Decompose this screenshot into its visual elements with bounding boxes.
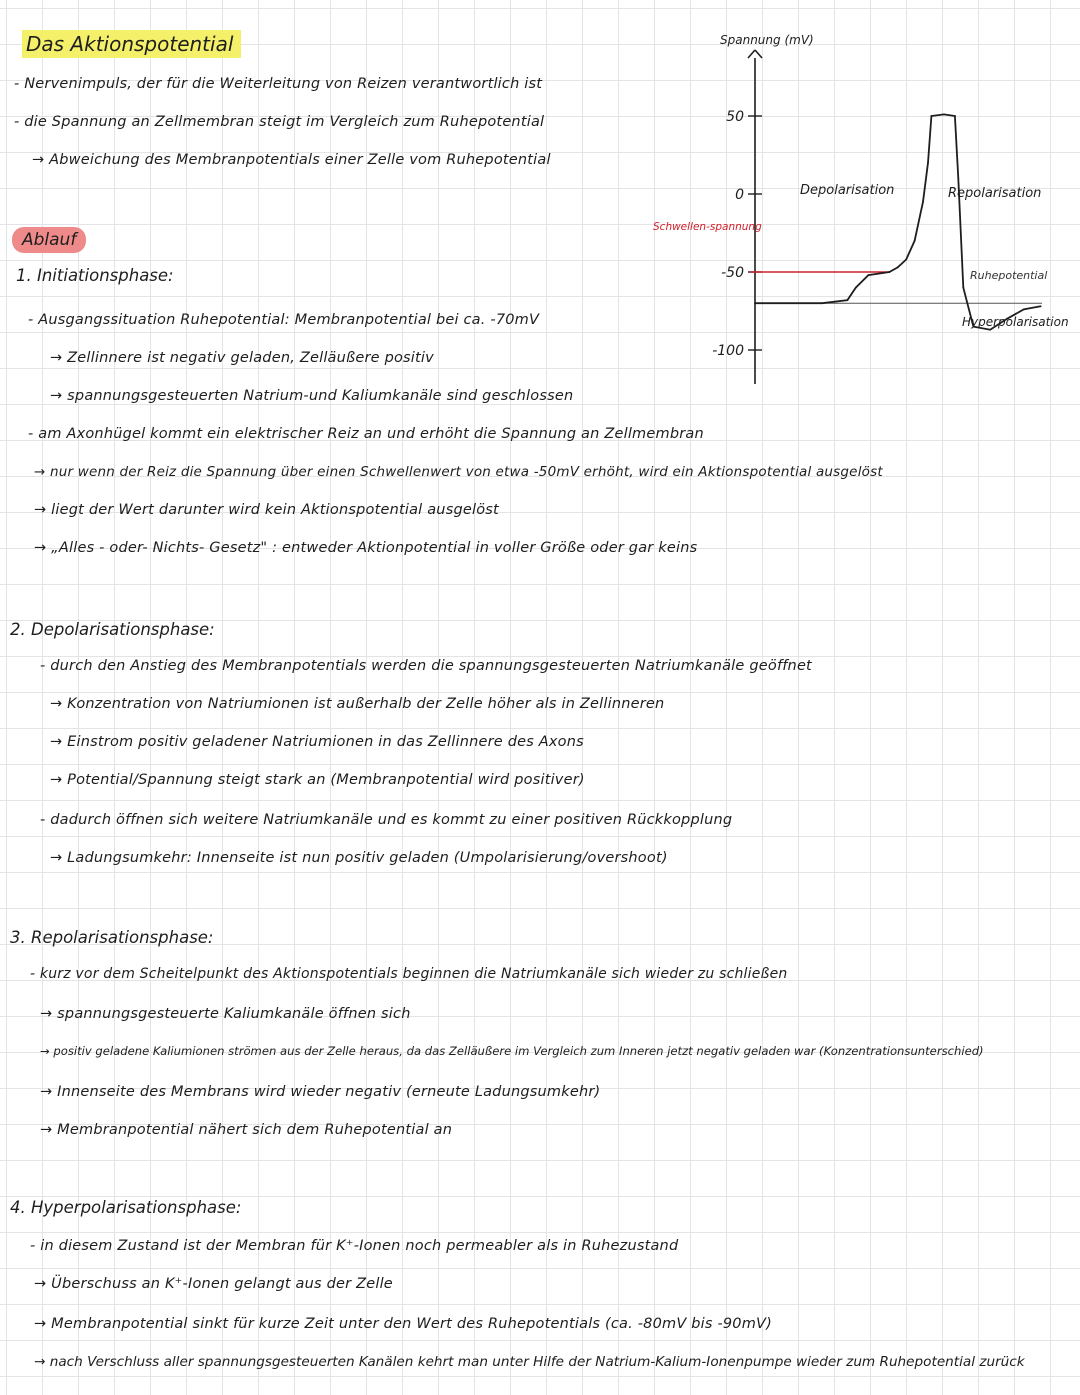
phase4-heading: 4. Hyperpolarisationsphase: <box>10 1198 242 1217</box>
y-tick-label: -50 <box>721 265 744 281</box>
series-line <box>755 114 1041 329</box>
phase2-line: → Potential/Spannung steigt stark an (Membranpotential wird positiver) <box>50 772 585 788</box>
data-point <box>927 162 929 164</box>
annotation-depolarisation: Depolarisation <box>800 183 895 198</box>
data-point <box>889 271 891 273</box>
phase3-line: → Innenseite des Membrans wird wieder negativ (erneute Ladungsumkehr) <box>40 1084 601 1100</box>
data-point <box>905 259 907 261</box>
phase2-line: → Ladungsumkehr: Innenseite ist nun positiv geladen (Umpolarisierung/overshoot) <box>50 850 668 866</box>
phase1-line: → „Alles - oder- Nichts- Gesetz" : entweder Aktionpotential in voller Größe oder gar keins <box>34 540 698 556</box>
data-point <box>922 201 924 203</box>
phase3-line: → Membranpotential nähert sich dem Ruhepotential an <box>40 1122 453 1138</box>
data-point <box>855 287 857 289</box>
y-axis-arrow <box>748 50 755 58</box>
phase3-heading: 3. Repolarisationsphase: <box>10 928 214 947</box>
phase3-line: → positiv geladene Kaliumionen strömen aus der Zelle heraus, da das Zelläußere im Vergleich zum Inneren jetzt negativ geladen war (Konzentrationsunterschied) <box>40 1044 984 1058</box>
phase2-line: - dadurch öffnen sich weitere Natriumkanäle und es kommt zu einer positiven Rückkopplung <box>40 812 733 828</box>
phase2-line: → Einstrom positiv geladener Natriumionen in das Zellinnere des Axons <box>50 734 584 750</box>
y-axis-arrow <box>755 50 762 58</box>
phase1-line: → spannungsgesteuerten Natrium-und Kaliumkanäle sind geschlossen <box>50 388 574 404</box>
y-tick-label: 0 <box>735 187 744 203</box>
y-axis-label: Spannung (mV) <box>720 33 814 47</box>
data-point <box>1040 305 1042 307</box>
threshold-label: Schwellen-spannung <box>653 221 762 233</box>
data-point <box>847 299 849 301</box>
ablauf-badge: Ablauf <box>12 227 86 253</box>
data-point <box>954 115 956 117</box>
phase1-line: → Zellinnere ist negativ geladen, Zelläußere positiv <box>50 350 434 366</box>
phase4-line: → nach Verschluss aller spannungsgesteuerten Kanälen kehrt man unter Hilfe der Natrium-Kalium-Ionenpumpe wieder zum Ruhepotential zurück <box>34 1354 1025 1370</box>
phase1-line: - am Axonhügel kommt ein elektrischer Reiz an und erhöht die Spannung an Zellmembran <box>28 426 704 442</box>
data-point <box>931 115 933 117</box>
action-potential-chart <box>640 22 1070 402</box>
phase4-line: → Überschuss an K⁺-Ionen gelangt aus der Zelle <box>34 1276 393 1292</box>
phase2-line: → Konzentration von Natriumionen ist außerhalb der Zelle höher als in Zellinneren <box>50 696 665 712</box>
phase1-line: → nur wenn der Reiz die Spannung über einen Schwellenwert von etwa -50mV erhöht, wird ein Aktionspotential ausgelöst <box>34 464 883 480</box>
data-point <box>868 274 870 276</box>
annotation-repolarisation: Repolarisation <box>948 186 1042 201</box>
phase1-line: - Ausgangssituation Ruhepotential: Membranpotential bei ca. -70mV <box>28 312 540 328</box>
intro-line: - die Spannung an Zellmembran steigt im Vergleich zum Ruhepotential <box>14 114 545 130</box>
data-point <box>754 302 756 304</box>
phase3-line: → spannungsgesteuerte Kaliumkanäle öffnen sich <box>40 1006 411 1022</box>
annotation-rest-potential: Ruhepotential <box>970 269 1048 282</box>
intro-line: - Nervenimpuls, der für die Weiterleitung von Reizen verantwortlich ist <box>14 76 543 92</box>
page-title: Das Aktionspotential <box>22 30 241 58</box>
y-tick-label: 50 <box>726 109 744 125</box>
data-point <box>1023 309 1025 311</box>
data-point <box>943 114 945 116</box>
intro-line: → Abweichung des Membranpotentials einer Zelle vom Ruhepotential <box>32 152 551 168</box>
y-tick-label: -100 <box>712 343 744 359</box>
data-point <box>897 266 899 268</box>
phase1-heading: 1. Initiationsphase: <box>16 266 174 285</box>
phase2-heading: 2. Depolarisationsphase: <box>10 620 215 639</box>
data-point <box>957 178 959 180</box>
phase4-line: - in diesem Zustand ist der Membran für K⁺-Ionen noch permeabler als in Ruhezustand <box>30 1238 679 1254</box>
data-point <box>989 329 991 331</box>
data-point <box>962 287 964 289</box>
phase4-line: → Membranpotential sinkt für kurze Zeit unter den Wert des Ruhepotentials (ca. -80mV bis -90mV) <box>34 1316 773 1332</box>
data-point <box>914 240 916 242</box>
phase1-line: → liegt der Wert darunter wird kein Aktionspotential ausgelöst <box>34 502 499 518</box>
data-point <box>821 302 823 304</box>
phase3-line: - kurz vor dem Scheitelpunkt des Aktionspotentials beginnen die Natriumkanäle sich wieder zu schließen <box>30 966 788 982</box>
annotation-hyperpolarisation: Hyperpolarisation <box>962 315 1069 329</box>
phase2-line: - durch den Anstieg des Membranpotentials werden die spannungsgesteuerten Natriumkanäle geöffnet <box>40 658 812 674</box>
